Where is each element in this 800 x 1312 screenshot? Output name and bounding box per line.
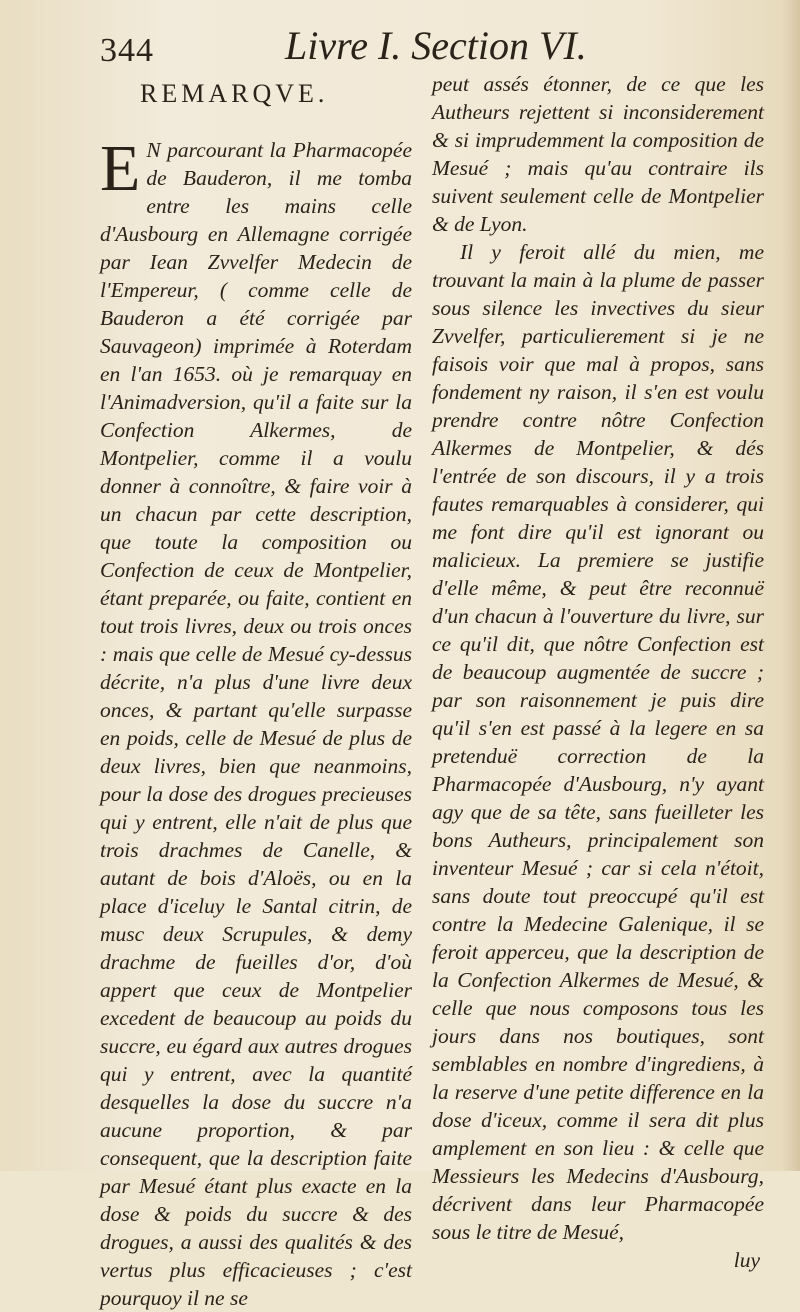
right-paragraph-2: Il y feroit allé du mien, me trouvant la main à la plume de passer sous silence les invectives du sieur Zvvelfer, particulierement si je ne faisois voir que mal à propos, sans fondement ny raison, il s'en est voulu prendre contre nôtre Confection Alkermes de Montpelier, & dés l'entrée de son discours, il y a trois fautes remarquables à considerer, qui me font dire qu'il est ignorant ou malicieux. La premiere se justifie d'elle même, & peut être reconnuë d'un chacun à l'ouverture du livre, sur ce qu'il dit, que nôtre Confection est de beaucoup augmentée de succre ; par son raisonnement je puis dire qu'il s'en est passé à la legere en sa pretenduë correction de la Pharmacopée d'Ausbourg, n'y ayant agy que de sa tête, sans fueilleter les bons Autheurs, principalement son inventeur Mesué ; car si cela n'étoit, sans doute tout preoccupé qu'il est contre la Medecine Galenique, il se feroit apperceu, que la description de la Confection Alkermes de Mesué, & celle que nous composons tous les jours dans nos boutiques, sont semblables en nombre d'ingrediens, à la reserve d'une petite difference en la dose d'iceux, comme il sera dit plus amplement en son lieu : & celle que Messieurs les Medecins d'Ausbourg, décrivent dans leur Pharmacopée sous le titre de Mesué, — [432, 240, 764, 1244]
left-paragraph — [100, 132, 412, 1312]
drop-cap: E — [100, 132, 141, 205]
page-number: 344 — [100, 32, 154, 69]
catchword: luy — [733, 1248, 760, 1272]
page-edge-shadow — [782, 0, 800, 1171]
running-title: Livre I. Section VI. — [285, 23, 587, 68]
right-column — [432, 70, 764, 1274]
section-heading: REMARQVE. — [140, 79, 329, 108]
running-head — [0, 22, 800, 72]
left-paragraph-text: N parcourant la Pharmacopée de Bauderon, il me tomba entre les mains celle d'Ausbourg en Allemagne corrigée par Iean Zvvelfer Medecin de l'Empereur, ( comme celle de Bauderon a été corrigée par Sauvageon) imprimée à Roterdam en l'an 1653. où je remarquay en l'Animadversion, qu'il a faite sur la Confection Alkermes, de Montpelier, comme il a voulu donner à connoître, & faire voir à un chacun par cette description, que toute la composition ou Confection de ceux de Montpelier, étant preparée, ou faite, contient en tout trois livres, deux ou trois onces : mais que celle de Mesué cy-dessus décrite, n'a plus d'une livre deux onces, & partant qu'elle surpasse en poids, celle de Mesué de plus de deux livres, bien que neanmoins, pour la dose des drogues precieuses qui y entrent, elle n'ait de plus que trois drachmes de Canelle, & autant de bois d'Aloës, ou en la place d'iceluy le Santal citrin, de musc deux Scrupules, & demy drachme de fueilles d'or, d'où appert que ceux de Montpelier excedent de beaucoup au poids du succre, eu égard aux autres drogues qui y entrent, avec la quantité desquelles la dose du succre n'a aucune proportion, & par consequent, que la description faite par Mesué étant plus exacte en la dose & poids du succre & des drogues, a aussi des qualités & des vertus plus efficacieuses ; c'est pourquoy il ne se — [100, 138, 412, 1310]
right-paragraph-1: peut assés étonner, de ce que les Autheurs rejettent si inconsiderement & si imprudemment la composition de Mesué ; mais qu'au contraire ils suivent seulement celle de Montpelier & de Lyon. — [432, 72, 764, 236]
left-column — [100, 70, 412, 1312]
